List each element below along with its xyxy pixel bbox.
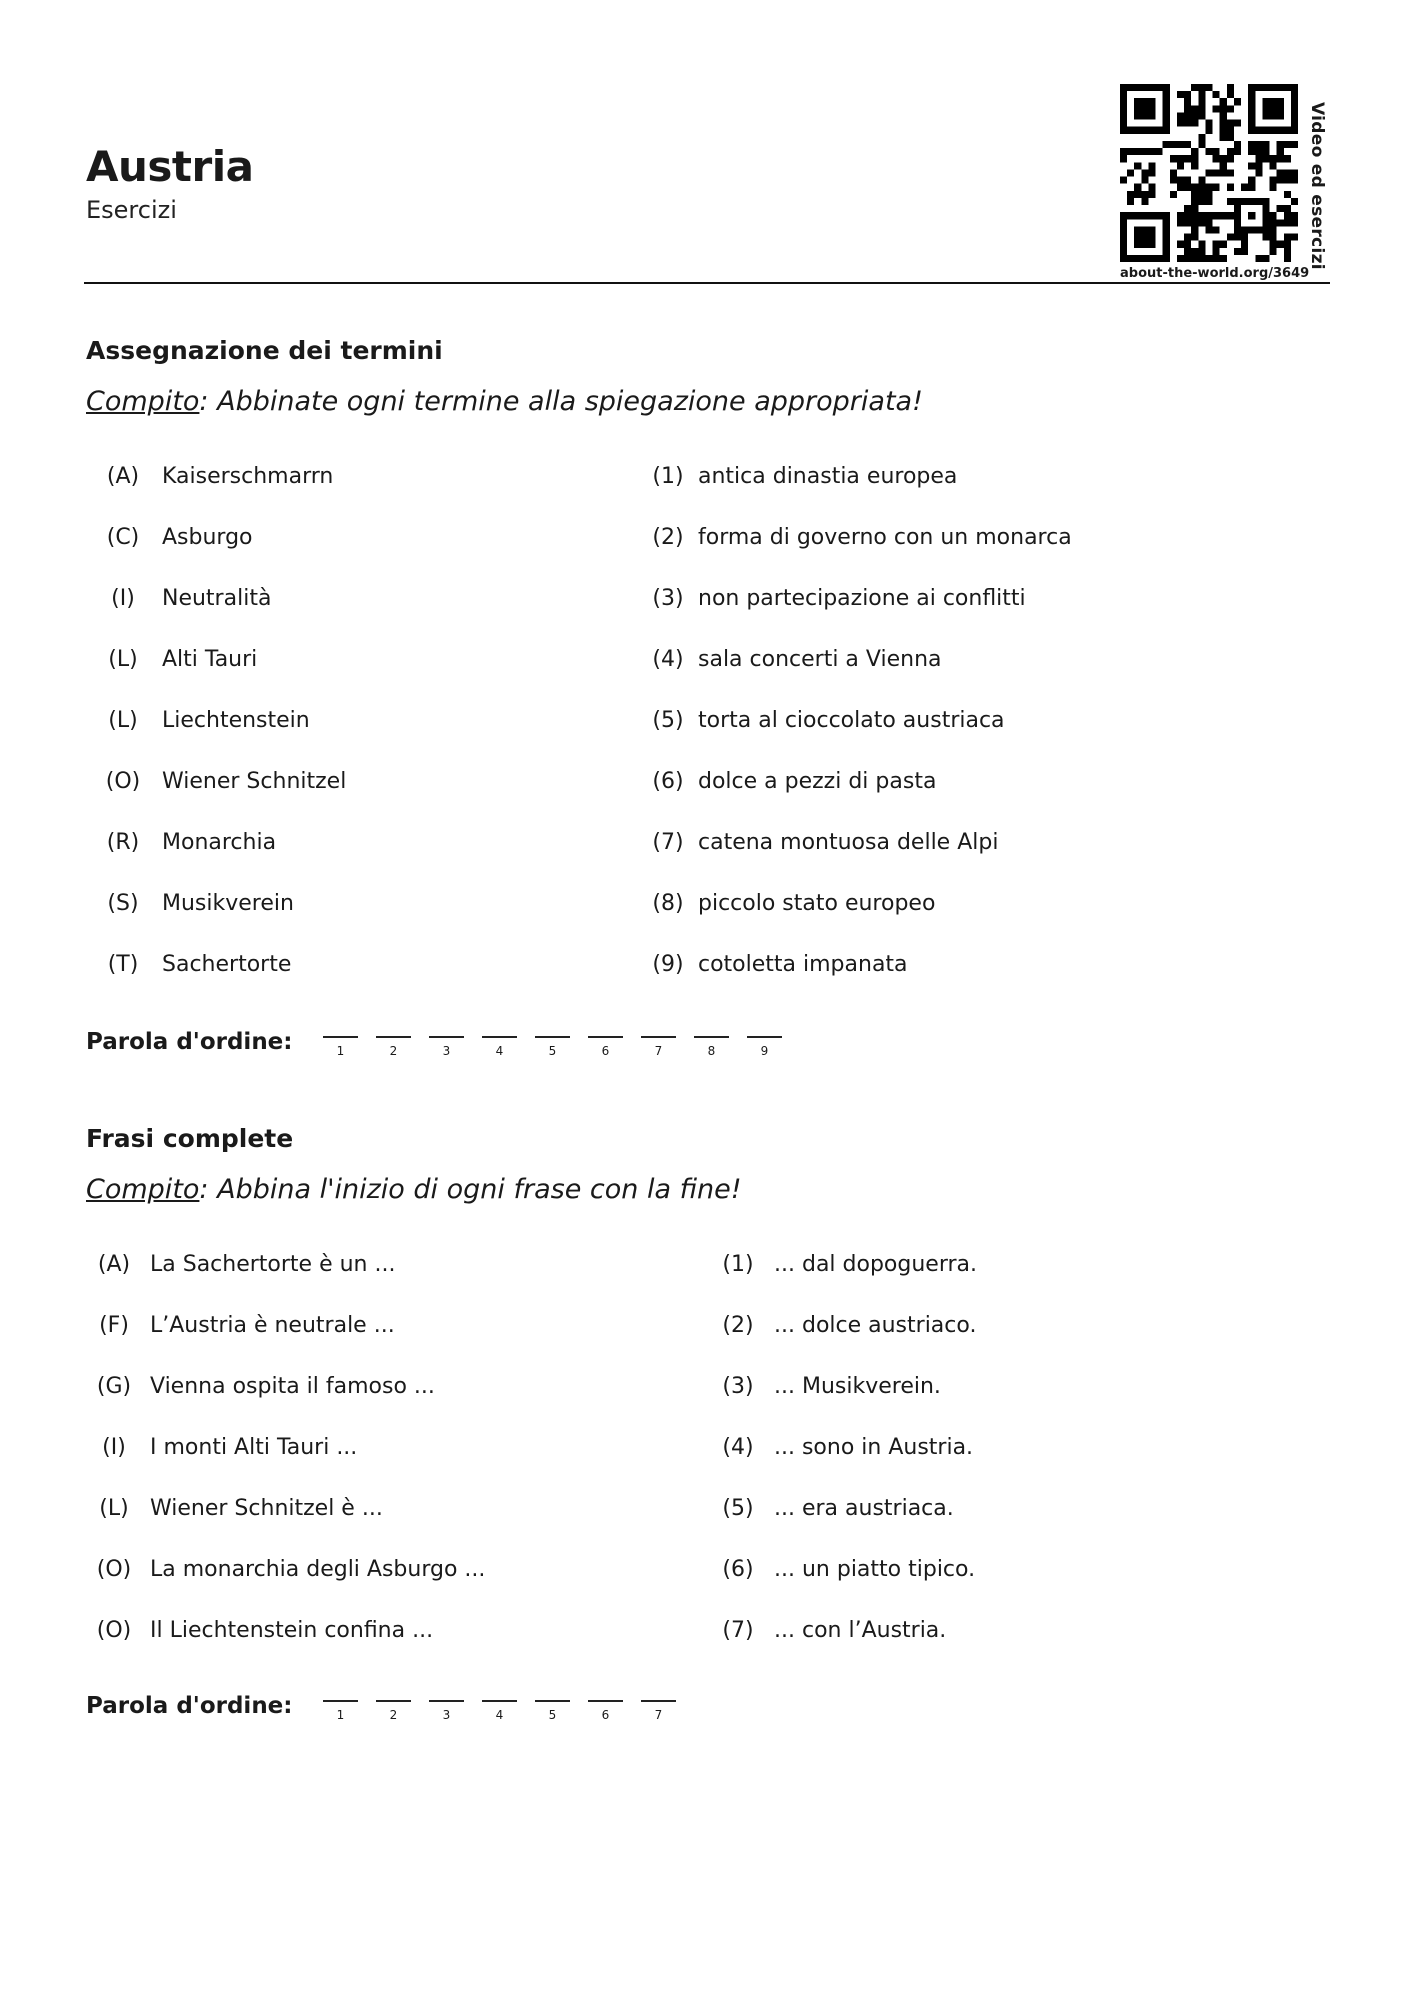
- item-key: (R): [106, 829, 140, 855]
- item-text: Monarchia: [162, 829, 277, 855]
- qr-code-graphic: [1120, 84, 1298, 262]
- item-key: (5): [652, 707, 684, 733]
- blank-line: [376, 1700, 411, 1702]
- item-text: Liechtenstein: [162, 707, 310, 733]
- item-key: (G): [96, 1373, 132, 1399]
- term-row: [92, 456, 333, 496]
- sentence-end-row: [710, 1244, 977, 1284]
- item-text: Musikverein: [162, 890, 294, 916]
- sentence-end-row: [710, 1427, 973, 1467]
- item-key: (3): [722, 1373, 754, 1399]
- item-text: torta al cioccolato austriaca: [698, 707, 1005, 733]
- blank-number: 5: [548, 1708, 557, 1722]
- term-row: [92, 761, 346, 801]
- sentence-start-row: [86, 1610, 433, 1650]
- page-subtitle: Esercizi: [86, 196, 177, 224]
- blank-number: 4: [495, 1044, 504, 1058]
- item-text: catena montuosa delle Alpi: [698, 829, 999, 855]
- sentence-start-row: [86, 1427, 357, 1467]
- blank-number: 1: [336, 1044, 345, 1058]
- item-key: (8): [652, 890, 684, 916]
- item-text: ... sono in Austria.: [774, 1434, 974, 1460]
- item-text: ... era austriaca.: [774, 1495, 954, 1521]
- section-task: [86, 386, 923, 417]
- item-text: forma di governo con un monarca: [698, 524, 1072, 550]
- solution-blanks: [314, 1012, 791, 1058]
- explanation-row: [646, 700, 1005, 740]
- term-row: [92, 517, 253, 557]
- item-key: (O): [96, 1617, 132, 1643]
- section-sentence-completion: [86, 1124, 1326, 1722]
- header-divider: [84, 282, 1330, 284]
- item-text: Vienna ospita il famoso ...: [150, 1373, 435, 1399]
- solution-label: Parola d'ordine:: [86, 1029, 293, 1055]
- item-text: I monti Alti Tauri ...: [150, 1434, 358, 1460]
- item-key: (5): [722, 1495, 754, 1521]
- item-key: (S): [107, 890, 139, 916]
- item-text: antica dinastia europea: [698, 463, 958, 489]
- sentence-end-row: [710, 1488, 954, 1528]
- sentence-end-row: [710, 1549, 975, 1589]
- item-text: ... Musikverein.: [774, 1373, 941, 1399]
- task-lead: Compito: [86, 1174, 200, 1205]
- blank-number: 4: [495, 1708, 504, 1722]
- item-key: (7): [652, 829, 684, 855]
- item-text: cotoletta impanata: [698, 951, 908, 977]
- term-row: [92, 883, 294, 923]
- item-key: (L): [108, 646, 138, 672]
- item-text: ... con l’Austria.: [774, 1617, 947, 1643]
- blank-line: [535, 1036, 570, 1038]
- item-text: Asburgo: [162, 524, 253, 550]
- answer-blank[interactable]: [314, 1012, 367, 1058]
- task-text: : Abbinate ogni termine alla spiegazione appropriata!: [199, 386, 923, 417]
- item-key: (L): [99, 1495, 129, 1521]
- term-row: [92, 822, 276, 862]
- item-key: (I): [102, 1434, 126, 1460]
- section-heading: Assegnazione dei termini: [86, 336, 443, 365]
- answer-blank[interactable]: [314, 1676, 367, 1722]
- answer-blank[interactable]: [367, 1676, 420, 1722]
- blank-number: 7: [654, 1044, 663, 1058]
- item-text: ... un piatto tipico.: [774, 1556, 976, 1582]
- term-row: [92, 578, 271, 618]
- item-key: (A): [97, 1251, 131, 1277]
- blank-line: [429, 1036, 464, 1038]
- item-text: Neutralità: [162, 585, 272, 611]
- solution-label: Parola d'ordine:: [86, 1693, 293, 1719]
- item-text: Wiener Schnitzel: [162, 768, 347, 794]
- blank-line: [641, 1036, 676, 1038]
- item-text: ... dal dopoguerra.: [774, 1251, 977, 1277]
- answer-blank[interactable]: [685, 1012, 738, 1058]
- qr-code[interactable]: [1120, 84, 1298, 262]
- item-text: L’Austria è neutrale ...: [150, 1312, 395, 1338]
- blank-number: 3: [442, 1044, 451, 1058]
- item-key: (2): [652, 524, 684, 550]
- blank-number: 2: [389, 1044, 398, 1058]
- item-key: (A): [106, 463, 140, 489]
- answer-blank[interactable]: [367, 1012, 420, 1058]
- sentence-end-row: [710, 1305, 976, 1345]
- blank-line: [588, 1700, 623, 1702]
- sentence-end-row: [710, 1610, 946, 1650]
- item-key: (O): [105, 768, 141, 794]
- item-text: La monarchia degli Asburgo ...: [150, 1556, 486, 1582]
- blank-line: [482, 1036, 517, 1038]
- answer-blank[interactable]: [526, 1012, 579, 1058]
- blank-number: 6: [601, 1708, 610, 1722]
- item-text: Il Liechtenstein confina ...: [150, 1617, 434, 1643]
- explanation-row: [646, 456, 957, 496]
- blank-number: 2: [389, 1708, 398, 1722]
- item-text: sala concerti a Vienna: [698, 646, 942, 672]
- answer-blank[interactable]: [632, 1012, 685, 1058]
- explanation-row: [646, 761, 936, 801]
- item-text: Sachertorte: [162, 951, 292, 977]
- item-key: (9): [652, 951, 684, 977]
- item-key: (4): [722, 1434, 754, 1460]
- item-key: (1): [722, 1251, 754, 1277]
- term-row: [92, 700, 310, 740]
- blank-line: [323, 1700, 358, 1702]
- qr-caption[interactable]: about-the-world.org/3649: [1120, 266, 1310, 281]
- blank-line: [482, 1700, 517, 1702]
- blank-number: 1: [336, 1708, 345, 1722]
- explanation-row: [646, 822, 998, 862]
- item-text: non partecipazione ai conflitti: [698, 585, 1026, 611]
- item-text: La Sachertorte è un ...: [150, 1251, 396, 1277]
- item-text: Wiener Schnitzel è ...: [150, 1495, 383, 1521]
- blank-number: 6: [601, 1044, 610, 1058]
- item-key: (6): [652, 768, 684, 794]
- sentence-start-row: [86, 1305, 395, 1345]
- item-key: (7): [722, 1617, 754, 1643]
- blank-number: 5: [548, 1044, 557, 1058]
- blank-line: [376, 1036, 411, 1038]
- sentence-start-row: [86, 1549, 485, 1589]
- blank-number: 9: [760, 1044, 769, 1058]
- answer-blank[interactable]: [420, 1676, 473, 1722]
- term-row: [92, 944, 291, 984]
- section-task: [86, 1174, 742, 1205]
- item-text: dolce a pezzi di pasta: [698, 768, 937, 794]
- task-lead: Compito: [86, 386, 200, 417]
- item-key: (6): [722, 1556, 754, 1582]
- section-heading: Frasi complete: [86, 1124, 294, 1153]
- answer-blank[interactable]: [420, 1012, 473, 1058]
- answer-blank[interactable]: [632, 1676, 685, 1722]
- answer-blank[interactable]: [473, 1012, 526, 1058]
- section-term-matching: [86, 336, 1326, 1058]
- blank-line: [429, 1700, 464, 1702]
- page-title: Austria: [86, 142, 254, 191]
- term-row: [92, 639, 257, 679]
- item-key: (O): [96, 1556, 132, 1582]
- blank-line: [747, 1036, 782, 1038]
- blank-line: [535, 1700, 570, 1702]
- explanation-row: [646, 944, 908, 984]
- sentence-start-row: [86, 1244, 395, 1284]
- blank-line: [641, 1700, 676, 1702]
- sentence-end-row: [710, 1366, 941, 1406]
- answer-blank[interactable]: [526, 1676, 579, 1722]
- explanation-row: [646, 517, 1072, 557]
- explanation-row: [646, 883, 935, 923]
- item-key: (I): [111, 585, 135, 611]
- answer-blank[interactable]: [579, 1676, 632, 1722]
- item-text: Alti Tauri: [162, 646, 258, 672]
- qr-side-label: Video ed esercizi: [1307, 102, 1327, 270]
- blank-line: [323, 1036, 358, 1038]
- blank-number: 8: [707, 1044, 716, 1058]
- blank-number: 7: [654, 1708, 663, 1722]
- item-key: (1): [652, 463, 684, 489]
- item-text: piccolo stato europeo: [698, 890, 936, 916]
- blank-line: [588, 1036, 623, 1038]
- blank-number: 3: [442, 1708, 451, 1722]
- answer-blank[interactable]: [738, 1012, 791, 1058]
- item-key: (T): [107, 951, 139, 977]
- task-text: : Abbina l'inizio di ogni frase con la fine!: [199, 1174, 742, 1205]
- item-key: (2): [722, 1312, 754, 1338]
- explanation-row: [646, 578, 1026, 618]
- answer-blank[interactable]: [579, 1012, 632, 1058]
- item-key: (L): [108, 707, 138, 733]
- item-key: (C): [106, 524, 140, 550]
- item-key: (3): [652, 585, 684, 611]
- item-text: Kaiserschmarrn: [162, 463, 334, 489]
- blank-line: [694, 1036, 729, 1038]
- explanation-row: [646, 639, 942, 679]
- item-key: (4): [652, 646, 684, 672]
- item-text: ... dolce austriaco.: [774, 1312, 977, 1338]
- answer-blank[interactable]: [473, 1676, 526, 1722]
- solution-blanks: [314, 1676, 685, 1722]
- sentence-start-row: [86, 1488, 383, 1528]
- sentence-start-row: [86, 1366, 435, 1406]
- item-key: (F): [99, 1312, 129, 1338]
